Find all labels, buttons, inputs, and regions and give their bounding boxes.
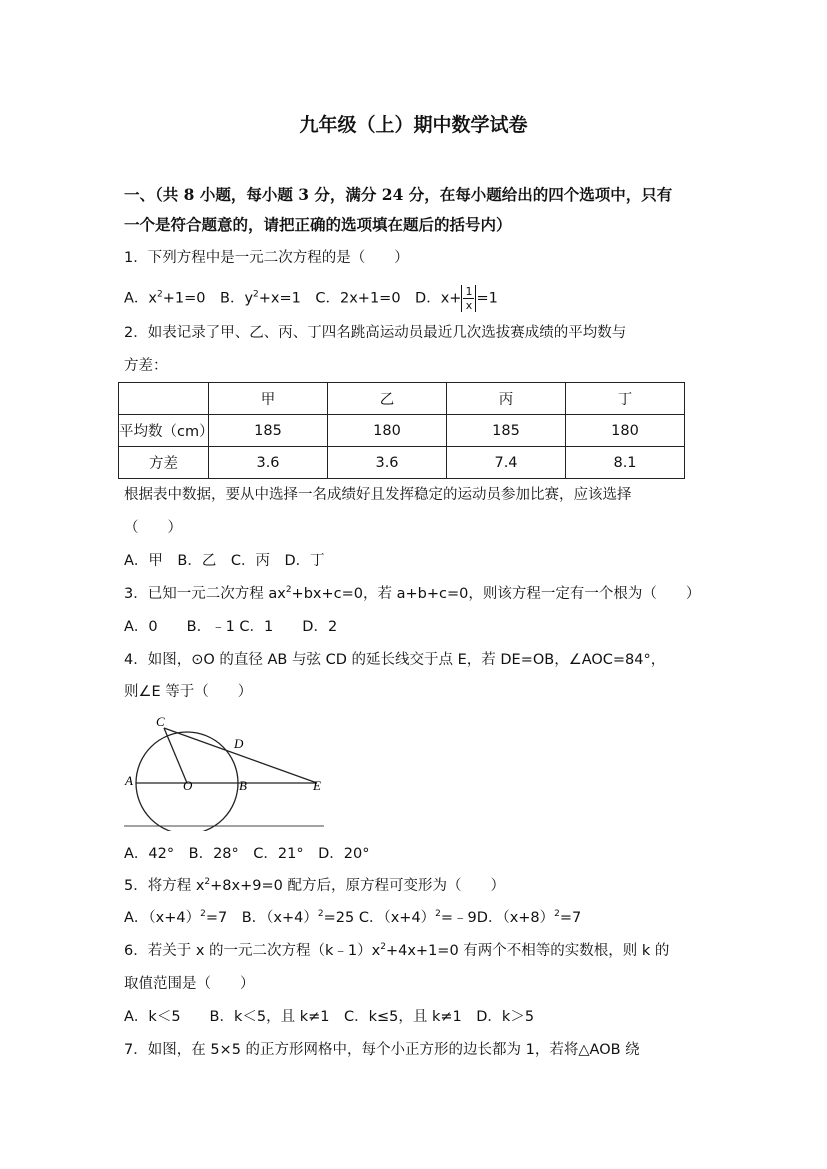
table-cell: 180: [566, 415, 685, 447]
q1-fraction: $\frac{1}{x}$: [461, 285, 476, 312]
label-d: D: [234, 736, 244, 751]
table-row: [119, 447, 685, 479]
table-cell: 180: [328, 415, 447, 447]
q2-after-line1: 根据表中数据，要从中选择一名成绩好且发挥稳定的运动员参加比赛，应该选择: [124, 487, 632, 503]
table-cell: 185: [209, 415, 328, 447]
section-instructions-line1: 一、（共 8 小题，每小题 3 分，满分 24 分，在每小题给出的四个选项中，只有: [124, 185, 673, 204]
table-cell: 185: [447, 415, 566, 447]
q2-stem-line1: 2．如表记录了甲、乙、丙、丁四名跳高运动员最近几次选拔赛成绩的平均数与: [124, 325, 627, 341]
section-instructions-line2: 一个是符合题意的，请把正确的选项填在题后的括号内）: [124, 215, 512, 234]
table-row: [119, 415, 685, 447]
table-header-cell: [119, 383, 209, 415]
label-a: A: [125, 773, 133, 788]
q4-stem-line2: 则∠E 等于（ ）: [124, 684, 253, 700]
q2-stem-line2: 方差：: [124, 358, 168, 374]
q5-options: A．$(x+4)^2=7$ B．$(x+4)^2=25$ C．$(x+4)^2=﹣9D$．$(x+8)^2=7$: [124, 909, 582, 926]
table-header-row: [119, 383, 685, 415]
label-o: O: [183, 778, 193, 793]
table-cell: 平均数（cm）: [119, 415, 209, 447]
label-b: B: [239, 778, 247, 793]
score-table: [118, 382, 685, 479]
table-cell: 8.1: [566, 447, 685, 479]
label-e: E: [313, 778, 321, 793]
table-header-cell: 甲: [209, 383, 328, 415]
q4-stem-line1: 4．如图，⊙O 的直径 AB 与弦 CD 的延长线交于点 E，若 DE=OB，∠AOC=84°，: [124, 652, 666, 668]
q6-options: A．k＜5 B．k＜5，且 k≠1 C．k≤5，且 k≠1 D．k＞5: [124, 1009, 535, 1025]
table-cell: 7.4: [447, 447, 566, 479]
q1-options: A．$x^2+1=0$ B．$y^2+x=1$ C．2x+1=0 D．x+ $\frac{1}{x}$ =1: [124, 285, 498, 312]
q3-stem: 3．已知一元二次方程 $ax^2+bx+c=0$，若 a+b+c=0，则该方程一定有一个根为（ ）: [124, 585, 701, 602]
q6-stem-line1: 6．若关于 x 的一元二次方程$(k﹣1)x^2+4x+1=0$ 有两个不相等的实数根，则 k 的: [124, 942, 670, 959]
line-oc: [164, 728, 187, 783]
table-cell: 方差: [119, 447, 209, 479]
table-header-cell: 丙: [447, 383, 566, 415]
label-c: C: [156, 714, 165, 729]
q5-stem: 5．将方程 $x^2+8x+9=0$ 配方后，原方程可变形为（ ）: [124, 877, 505, 894]
q6-stem-line2: 取值范围是（ ）: [124, 976, 255, 992]
circle-geometry-figure: [124, 713, 326, 831]
table-header-cell: 乙: [328, 383, 447, 415]
q1-stem: 1．下列方程中是一元二次方程的是（ ）: [124, 250, 409, 266]
table-header-cell: 丁: [566, 383, 685, 415]
q2-options: A．甲 B．乙 C．丙 D．丁: [124, 553, 325, 569]
q7-stem: 7．如图，在 5×5 的正方形网格中，每个小正方形的边长都为 1，若将△AOB 绕: [124, 1042, 640, 1058]
exam-title: 九年级（上）期中数学试卷: [299, 114, 528, 136]
q2-after-line2: （ ）: [124, 520, 182, 536]
q3-options: A．0 B．﹣1 C．1 D．2: [124, 619, 338, 635]
q4-options: A．42° B．28° C．21° D．20°: [124, 846, 370, 862]
table-cell: 3.6: [209, 447, 328, 479]
table-cell: 3.6: [328, 447, 447, 479]
